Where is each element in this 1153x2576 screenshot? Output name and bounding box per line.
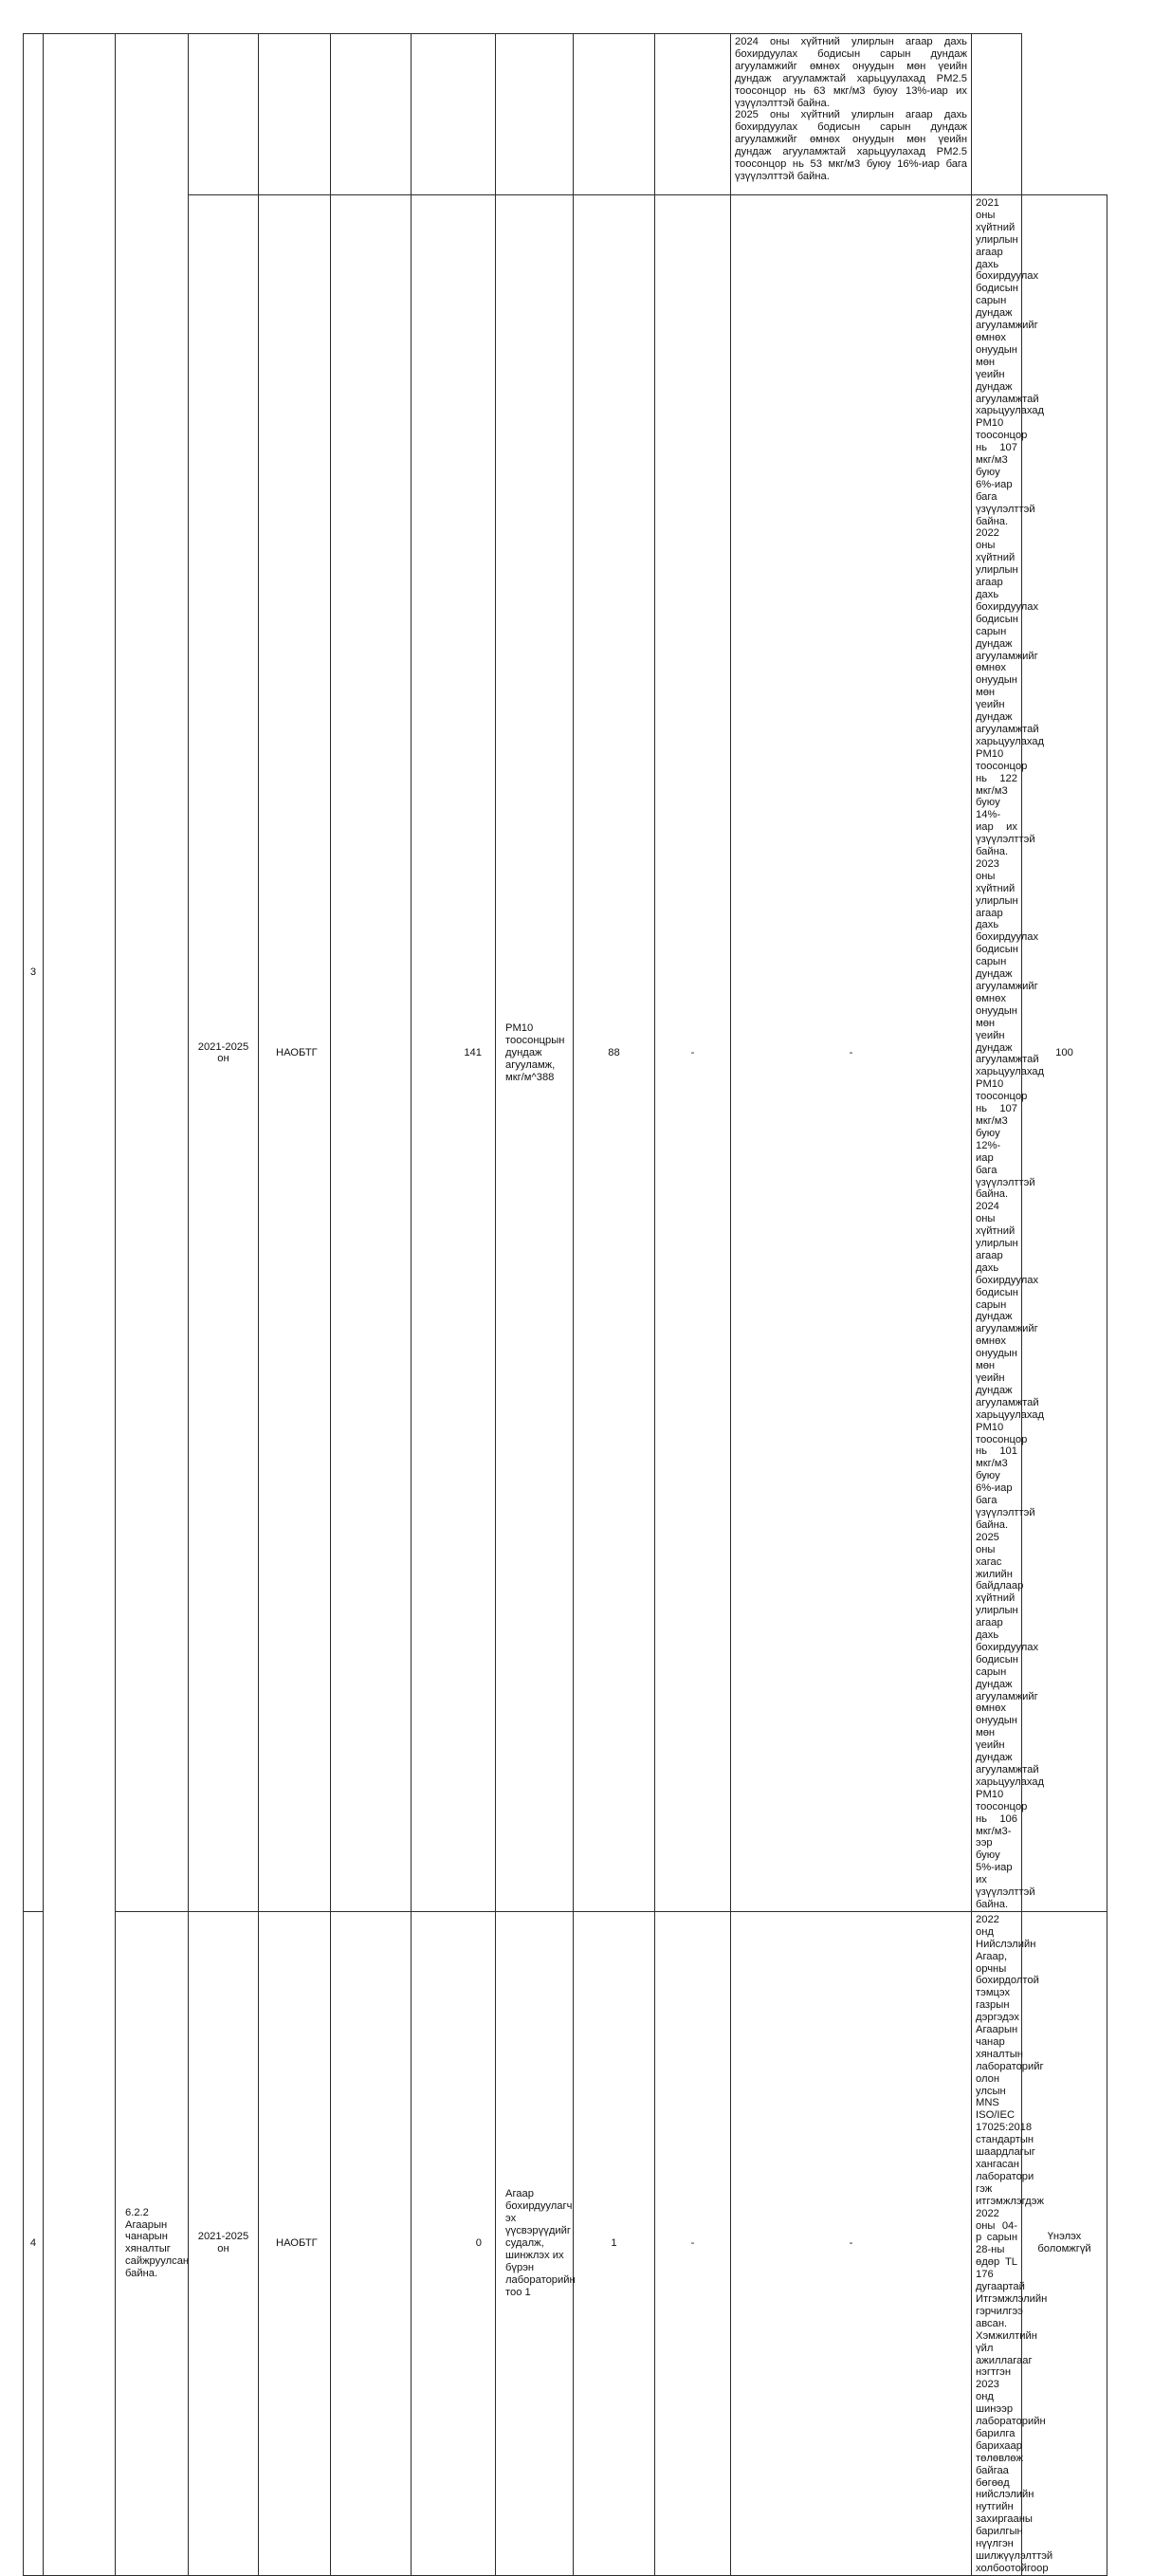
row-index: 3	[24, 34, 44, 1912]
empty-cell	[496, 34, 574, 195]
empty-cell	[655, 34, 731, 195]
dash-cell: -	[655, 195, 731, 1912]
agency-cell: НАОБТГ	[259, 195, 331, 1912]
empty-cell	[331, 195, 412, 1912]
score-cell: Үнэлэх боломжгүй	[1022, 1911, 1107, 2575]
row-index: 4	[24, 1911, 44, 2575]
empty-cell	[574, 34, 655, 195]
table-row	[24, 34, 1107, 195]
report-text-cell	[972, 195, 1045, 1912]
indicator-cell: Агаар бохирдуулагч эх үүсвэрүүдийг судалж, шинжлэх их бүрэн лабораторийн тоо 1	[496, 1911, 574, 2575]
baseline-cell: 141	[412, 195, 496, 1912]
empty-cell	[189, 34, 259, 195]
empty-cell	[972, 34, 1022, 195]
objective-cell: 6.2.2 Агаарын чанарын хяналтыг сайжруулсан байна.	[116, 1911, 189, 2575]
target-cell: 88	[574, 195, 655, 1912]
goal-cell	[44, 34, 116, 2576]
agency-cell: НАОБТГ	[259, 1911, 331, 2575]
report-text-cell	[972, 1911, 1053, 2575]
period-cell: 2021-2025 он	[189, 195, 259, 1912]
target-cell: 1	[574, 1911, 655, 2575]
dash-cell: -	[655, 1911, 731, 2575]
empty-cell	[331, 1911, 412, 2575]
dash-cell: -	[731, 1911, 972, 2575]
report-paragraph: 2022 онд Нийслэлийн Агаар, орчны бохирдолтой тэмцэх газрын дэргэдэх Агаарын чанар хяналтын лабораторийг олон улсын MNS ISO/IEC 17025:2018 стандартын шаардлагыг хангасан лаборатори гэж итгэмжлэгдэж 2022 оны 04-р сарын 28-ны өдөр TL 176 дугаартай Итгэмжлэлийн гэрчилгээ авсан. Хэмжилтийн үйл ажиллагааг нэгтгэн 2023 онд шинээр лабораторийн барилга барихаар төлөвлөж байгаа бөгөөд нийслэлийн нутгийн захиргааны барилгын нүүлгэн шилжүүлэлттэй холбоотойгоор	[976, 1913, 1053, 2574]
dash-cell: -	[731, 195, 972, 1912]
report-paragraph: 2023 оны хүйтний улирлын агаар дахь бохирдуулах бодисын сарын дундаж агууламжийг өмнөх онуудын мөн үеийн дундаж агууламжтай харьцуулахад PM10 тоосонцор нь 107 мкг/м3 буюу 12%-иар бага үзүүлэлттэй байна.	[976, 857, 1045, 1201]
report-table	[23, 33, 1107, 2576]
indicator-cell: PM10 тоосонцрын дундаж агууламж, мкг/м^388	[496, 195, 574, 1912]
table-row	[24, 1911, 1107, 2575]
empty-cell	[331, 34, 412, 195]
empty-cell	[412, 34, 496, 195]
baseline-cell: 0	[412, 1911, 496, 2575]
score-cell: 100	[1022, 195, 1107, 1912]
period-cell: 2021-2025 он	[189, 1911, 259, 2575]
objective-cell	[116, 34, 189, 1912]
report-paragraph: 2022 оны хүйтний улирлын агаар дахь бохирдуулах бодисын сарын дундаж агууламжийг өмнөх онуудын мөн үеийн дундаж агууламжтай харьцуулахад PM10 тоосонцор нь 122 мкг/м3 буюу 14%-иар их үзүүлэлттэй байна.	[976, 527, 1045, 858]
report-paragraph: 2024 оны хүйтний улирлын агаар дахь бохирдуулах бодисын сарын дундаж агууламжийг өмнөх онуудын мөн үеийн дундаж агууламжтай харьцуулахад PM10 тоосонцор нь 101 мкг/м3 буюу 6%-иар бага үзүүлэлттэй байна.	[976, 1201, 1045, 1531]
report-paragraph: 2021 оны хүйтний улирлын агаар дахь бохирдуулах бодисын сарын дундаж агууламжийг өмнөх онуудын мөн үеийн дундаж агууламжтай харьцуулахад PM10 тоосонцор нь 107 мкг/м3 буюу 6%-иар бага үзүүлэлттэй байна.	[976, 197, 1045, 527]
report-paragraph: 2025 оны хагас жилийн байдлаар хүйтний улирлын агаар дахь бохирдуулах бодисын сарын дундаж агууламжийг өмнөх онуудын мөн үеийн дундаж агууламжтай харьцуулахад PM10 тоосонцор нь 106 мкг/м3-ээр буюу 5%-иар их үзүүлэлттэй байна.	[976, 1531, 1045, 1910]
report-paragraph: 2025 оны хүйтний улирлын агаар дахь бохирдуулах бодисын сарын дундаж агууламжийг өмнөх онуудын мөн үеийн дундаж агууламжтай харьцуулахад PM2.5 тоосонцор нь 53 мкг/м3 буюу 16%-иар бага үзүүлэлттэй байна.	[735, 109, 967, 182]
report-paragraph: 2024 оны хүйтний улирлын агаар дахь бохирдуулах бодисын сарын дундаж агууламжийг өмнөх онуудын мөн үеийн дундаж агууламжтай харьцуулахад PM2.5 тоосонцор нь 63 мкг/м3 буюу 13%-иар их үзүүлэлттэй байна.	[735, 36, 967, 109]
report-text-cell	[731, 34, 972, 195]
empty-cell	[259, 34, 331, 195]
